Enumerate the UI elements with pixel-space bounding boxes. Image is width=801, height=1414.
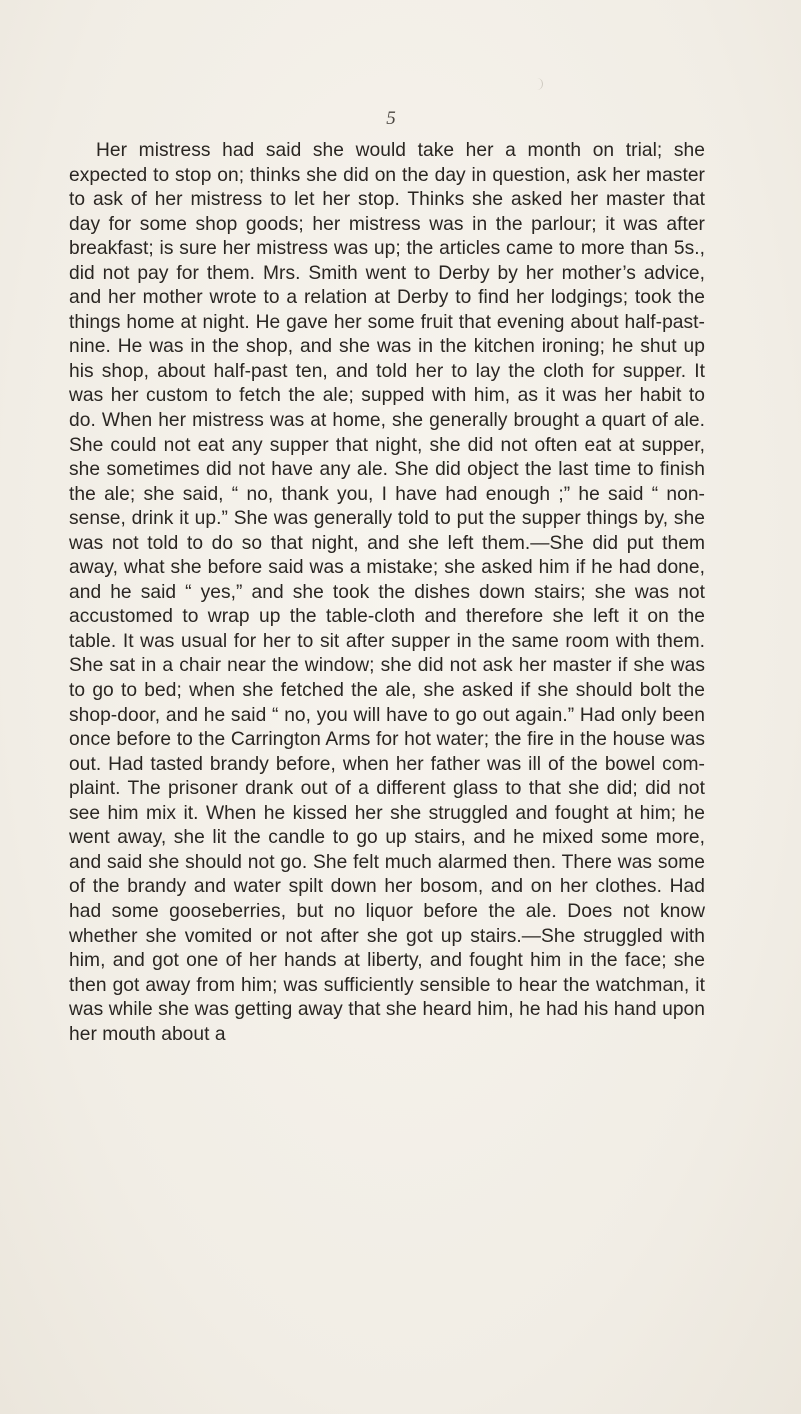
page-number: 5 (386, 108, 396, 129)
body-paragraph: Her mistress had said she would take her a month on trial; she expected to stop on; thinks she did on the day in question, ask her master to ask of her mistress to let her stop. Thinks she asked her master that day for some shop goods; her mistress was in the parlour; it was after breakfast; is sure her mistress was up; the articles came to more than 5s., did not pay for them. Mrs. Smith went to Derby by her mother’s advice, and her mother wrote to a relation at Derby to find her lodgings; took the things home at night. He gave her some fruit that evening about half-past-nine. He was in the shop, and she was in the kitchen ironing; he shut up his shop, about half-past ten, and told her to lay the cloth for supper. It was her custom to fetch the ale; supped with him, as it was her habit to do. When her mistress was at home, she generally brought a quart of ale. She could not eat any supper that night, she did not often eat at supper, she sometimes did not have any ale. She did object the last time to finish the ale; she said, “ no, thank you, I have had enough ;” he said “ non-sense, drink it up.” She was generally told to put the supper things by, she was not told to do so that night, and she left them.—She did put them away, what she before said was a mistake; she asked him if he had done, and he said “ yes,” and she took the dishes down stairs; she was not accustomed to wrap up the table-cloth and therefore she left it on the table. It was usual for her to sit after supper in the same room with them. She sat in a chair near the window; she did not ask her master if she was to go to bed; when she fetched the ale, she asked if she should bolt the shop-door, and he said “ no, you will have to go out again.” Had only been once before to the Carrington Arms for hot water; the fire in the house was out. Had tasted brandy before, when her father was ill of the bowel com-plaint. The prisoner drank out of a different glass to that she did; did not see him mix it. When he kissed her she struggled and fought at him; he went away, she lit the candle to go up stairs, and he mixed some more, and said she should not go. She felt much alarmed then. There was some of the brandy and water spilt down her bosom, and on her clothes. Had had some gooseberries, but no liquor before the ale. Does not know whether she vomited or not after she got up stairs.—She struggled with him, and got one of her hands at liberty, and fought him in the face; she then got away from him; was sufficiently sensible to hear the watchman, it was while she was getting away that she heard him, he had his hand upon her mouth about a (69, 140, 705, 1045)
paper-blemish (536, 78, 543, 90)
